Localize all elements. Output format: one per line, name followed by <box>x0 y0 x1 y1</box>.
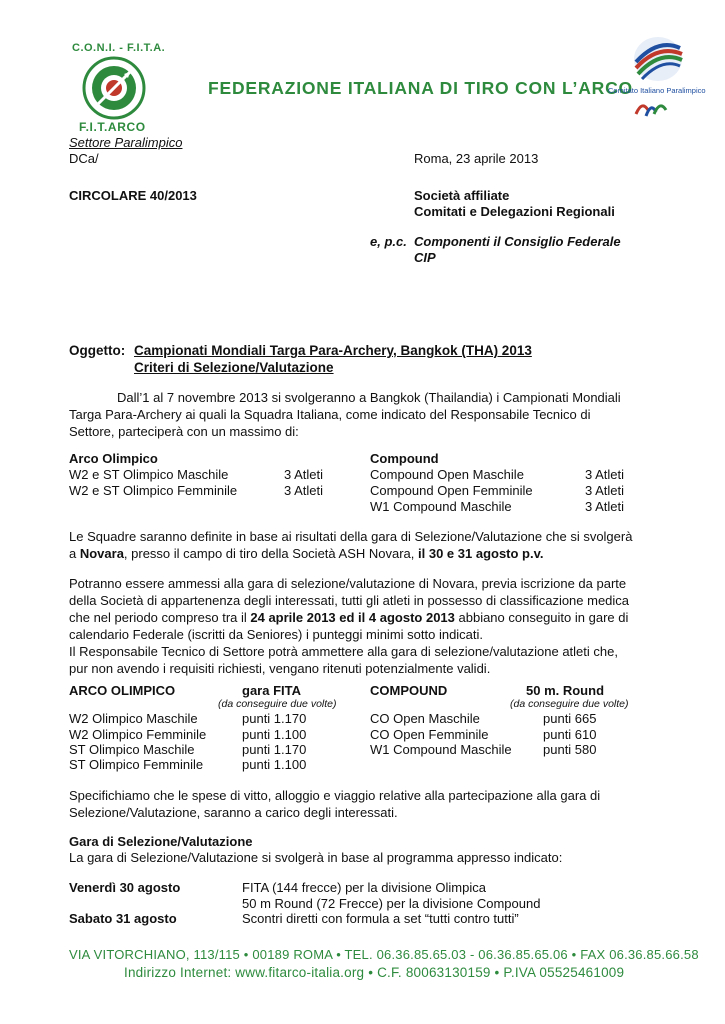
program-day: Sabato 31 agosto <box>69 911 177 926</box>
quota-compound-title: Compound <box>370 451 439 466</box>
teams-location: Novara <box>79 546 124 561</box>
date-label: Roma, 23 aprile 2013 <box>414 151 539 166</box>
admission-text: che nel periodo compreso tra il <box>69 610 251 625</box>
sector-label: Settore Paralimpico <box>69 135 183 150</box>
epc-label: e, p.c. <box>370 234 407 249</box>
quota-olimpico-value: 3 Atleti <box>284 483 324 498</box>
admission-line: Il Responsabile Tecnico di Settore potrà ammettere alla gara di selezione/valutazione atleti che, <box>69 644 618 659</box>
teams-text: a <box>69 546 80 561</box>
scores-olimpico-value: punti 1.100 <box>242 757 307 772</box>
quota-olimpico-title: Arco Olimpico <box>69 451 158 466</box>
scores-olimpico-name: W2 Olimpico Maschile <box>69 711 198 726</box>
footer-info: Indirizzo Internet: www.fitarco-italia.org • C.F. 80063130159 • P.IVA 05525461009 <box>124 965 625 980</box>
subject-line-1: Campionati Mondiali Targa Para-Archery, Bangkok (THA) 2013 <box>134 343 532 358</box>
admission-line: calendario Federale (iscritti da Seniores) i punteggi minimi sotto indicati. <box>69 627 484 642</box>
scores-olimpico-value: punti 1.100 <box>242 727 307 742</box>
scores-olimpico-column: gara FITA <box>242 683 301 698</box>
recipient-1: Società affiliate <box>414 188 510 203</box>
paralympic-agitos-icon <box>632 96 670 122</box>
scores-olimpico-name: ST Olimpico Maschile <box>69 742 195 757</box>
scores-olimpico-note: (da conseguire due volte) <box>218 698 337 710</box>
cip-label: Comitato Italiano Paralimpico <box>608 86 706 95</box>
program-activity: 50 m Round (72 Frecce) per la divisione Compound <box>242 896 541 911</box>
scores-olimpico-name: W2 Olimpico Femminile <box>69 727 207 742</box>
federation-title: FEDERAZIONE ITALIANA DI TIRO CON L’ARCO <box>208 78 633 98</box>
costs-line: Selezione/Valutazione, saranno a carico degli interessati. <box>69 805 398 820</box>
program-activity: FITA (144 frecce) per la divisione Olimpica <box>242 880 486 895</box>
admission-line: Potranno essere ammessi alla gara di selezione/valutazione di Novara, previa iscrizione da parte <box>69 576 627 591</box>
program-title: Gara di Selezione/Valutazione <box>69 834 253 849</box>
teams-dates: il 30 e 31 agosto p.v. <box>418 546 544 561</box>
teams-line: Le Squadre saranno definite in base ai risultati della gara di Selezione/Valutazione che si svolgerà <box>69 529 633 544</box>
admission-line: pur non avendo i requisiti richiesti, vengano ritenuti potenzialmente validi. <box>69 661 491 676</box>
scores-compound-value: punti 665 <box>543 711 597 726</box>
program-activity: Scontri diretti con formula a set “tutti contro tutti” <box>242 911 519 926</box>
epc-recipient-1: Componenti il Consiglio Federale <box>414 234 621 249</box>
scores-compound-name: W1 Compound Maschile <box>370 742 512 757</box>
fitarco-logo-icon <box>82 56 146 120</box>
scores-compound-value: punti 610 <box>543 727 597 742</box>
quota-olimpico-value: 3 Atleti <box>284 467 324 482</box>
program-day: Venerdì 30 agosto <box>69 880 181 895</box>
scores-olimpico-value: punti 1.170 <box>242 742 307 757</box>
scores-olimpico-name: ST Olimpico Femminile <box>69 757 204 772</box>
intro-line: Targa Para-Archery ai quali la Squadra Italiana, come indicato del Responsabile Tecnico di <box>69 407 591 422</box>
costs-paragraph <box>69 787 656 821</box>
admission-period: 24 aprile 2013 ed il 4 agosto 2013 <box>250 610 455 625</box>
teams-line-2 <box>69 545 656 562</box>
admission-line: della Società di appartenenza degli interessati, tutti gli atleti in possesso di classificazione medica <box>69 593 630 608</box>
circular-number: CIRCOLARE 40/2013 <box>69 188 197 203</box>
quota-compound-value: 3 Atleti <box>585 483 625 498</box>
scores-compound-name: CO Open Femminile <box>370 727 489 742</box>
intro-line: Dall’1 al 7 novembre 2013 si svolgeranno a Bangkok (Thailandia) i Campionati Mondiali <box>117 390 621 405</box>
costs-line: Specifichiamo che le spese di vitto, alloggio e viaggio relative alla partecipazione alla gara di <box>69 788 601 803</box>
quota-olimpico-name: W2 e ST Olimpico Femminile <box>69 483 238 498</box>
quota-compound-value: 3 Atleti <box>585 467 625 482</box>
quota-compound-value: 3 Atleti <box>585 499 625 514</box>
admission-line-3 <box>69 609 656 626</box>
scores-compound-column: 50 m. Round <box>526 683 605 698</box>
quota-compound-name: Compound Open Maschile <box>370 467 524 482</box>
epc-recipient-2: CIP <box>414 250 436 265</box>
teams-paragraph <box>69 528 656 562</box>
subject-label: Oggetto: <box>69 343 126 358</box>
scores-compound-title: COMPOUND <box>370 683 448 698</box>
intro-line: Settore, parteciperà con un massimo di: <box>69 424 299 439</box>
quota-compound-name: Compound Open Femminile <box>370 483 533 498</box>
fitarco-label: F.I.T.ARCO <box>79 120 146 134</box>
scores-olimpico-title: ARCO OLIMPICO <box>69 683 176 698</box>
subject-line-2: Criteri di Selezione/Valutazione <box>134 360 334 375</box>
program-intro: La gara di Selezione/Valutazione si svolgerà in base al programma appresso indicato: <box>69 850 563 865</box>
admission-paragraph <box>69 575 656 677</box>
footer-address: VIA VITORCHIANO, 113/115 • 00189 ROMA • TEL. 06.36.85.65.03 - 06.36.85.65.06 • FAX 06.36.85.66.58 <box>69 947 699 962</box>
admission-text: abbiano conseguito in gare di <box>454 610 629 625</box>
scores-compound-value: punti 580 <box>543 742 597 757</box>
cip-logo-icon <box>630 32 686 86</box>
quota-olimpico-name: W2 e ST Olimpico Maschile <box>69 467 229 482</box>
recipient-2: Comitati e Delegazioni Regionali <box>414 204 615 219</box>
quota-compound-name: W1 Compound Maschile <box>370 499 512 514</box>
scores-olimpico-value: punti 1.170 <box>242 711 307 726</box>
intro-paragraph <box>69 389 656 440</box>
ref-label: DCa/ <box>69 151 99 166</box>
teams-text: , presso il campo di tiro della Società ASH Novara, <box>123 546 419 561</box>
coni-fita-label: C.O.N.I. - F.I.T.A. <box>72 42 166 54</box>
scores-compound-note: (da conseguire due volte) <box>510 698 629 710</box>
scores-compound-name: CO Open Maschile <box>370 711 480 726</box>
